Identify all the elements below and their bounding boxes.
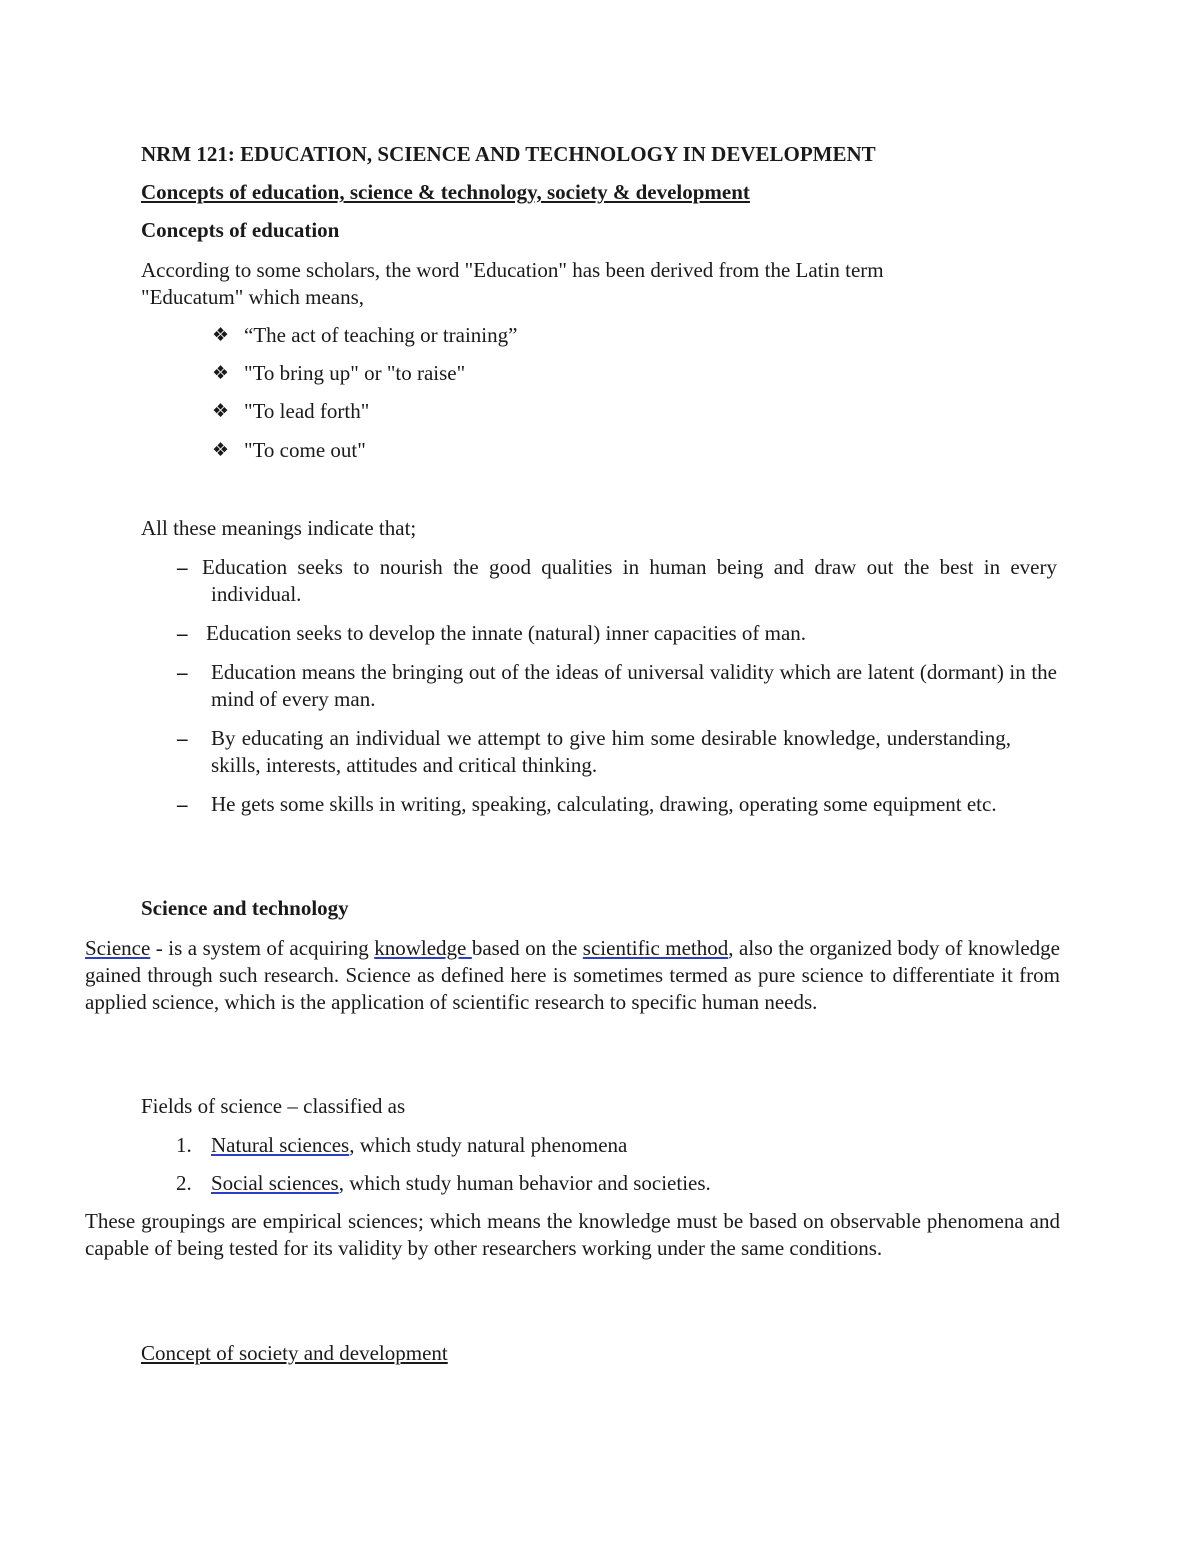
dash-bullet-icon: – [177,621,188,645]
dash-bullet-icon: – [177,555,188,579]
scientific-method-link[interactable]: scientific method [582,936,729,960]
bullet-item: "To lead forth" [244,399,370,423]
dash-bullet-icon: – [177,660,188,684]
meaning-item: Education seeks to develop the innate (natural) inner capacities of man. [206,621,807,645]
science-definition-text-1: - is a system of acquiring [150,936,375,960]
meaning-item: By educating an individual we attempt to give him some desirable knowledge, understanding, skills, interests, attitudes and critical thinking. [211,726,1011,777]
diamond-bullet-icon: ❖ [212,439,230,461]
field-item-social [211,1170,711,1197]
field-item-text: , which study natural phenomena [349,1133,628,1157]
diamond-bullet-icon: ❖ [212,362,230,384]
field-number: 2. [176,1171,192,1195]
field-item-text: , which study human behavior and societies. [338,1171,711,1195]
bullet-item: “The act of teaching or training” [244,323,518,347]
meaning-item: Education means the bringing out of the ideas of universal validity which are latent (dormant) in the mind of every man. [211,660,1057,711]
meanings-intro: All these meanings indicate that; [141,516,417,540]
dash-bullet-icon: – [177,726,188,750]
meaning-item: Education seeks to nourish the good qualities in human being and draw out the best in every individual. [202,555,1057,606]
science-definition-text-2: based on the [471,936,583,960]
science-definition [85,935,1060,1016]
groupings-paragraph: These groupings are empirical sciences; which means the knowledge must be based on observable phenomena and capable of being tested for its validity by other researchers working under the same conditions. [85,1209,1060,1260]
fields-intro: Fields of science – classified as [141,1094,406,1118]
dash-bullet-icon: – [177,792,188,816]
field-number: 1. [176,1133,192,1157]
education-intro-line-2: "Educatum" which means, [141,285,365,309]
diamond-bullet-icon: ❖ [212,324,230,346]
diamond-bullet-icon: ❖ [212,400,230,422]
document-title: NRM 121: EDUCATION, SCIENCE AND TECHNOLOGY IN DEVELOPMENT [141,142,876,166]
knowledge-link[interactable]: knowledge [374,936,472,960]
bullet-item: "To bring up" or "to raise" [244,361,466,385]
science-link[interactable]: Science [85,936,151,960]
science-heading: Science and technology [141,896,349,920]
social-sciences-link[interactable]: Social sciences [211,1171,339,1195]
education-heading: Concepts of education [141,218,340,242]
society-heading: Concept of society and development [141,1341,448,1365]
natural-sciences-link[interactable]: Natural sciences [211,1133,350,1157]
document-subtitle: Concepts of education, science & technology, society & development [141,180,750,204]
field-item-natural [211,1132,627,1159]
science-definition-text-3: , also the organized body of knowledge gained through such research. Science as defined here is sometimes termed as pure science to differentiate it from applied science, which is the application of scientific research to specific human needs. [85,936,1060,1014]
meaning-item: He gets some skills in writing, speaking, calculating, drawing, operating some equipment etc. [211,792,997,816]
bullet-item: "To come out" [244,438,366,462]
education-intro-line-1: According to some scholars, the word "Education" has been derived from the Latin term [141,258,884,282]
